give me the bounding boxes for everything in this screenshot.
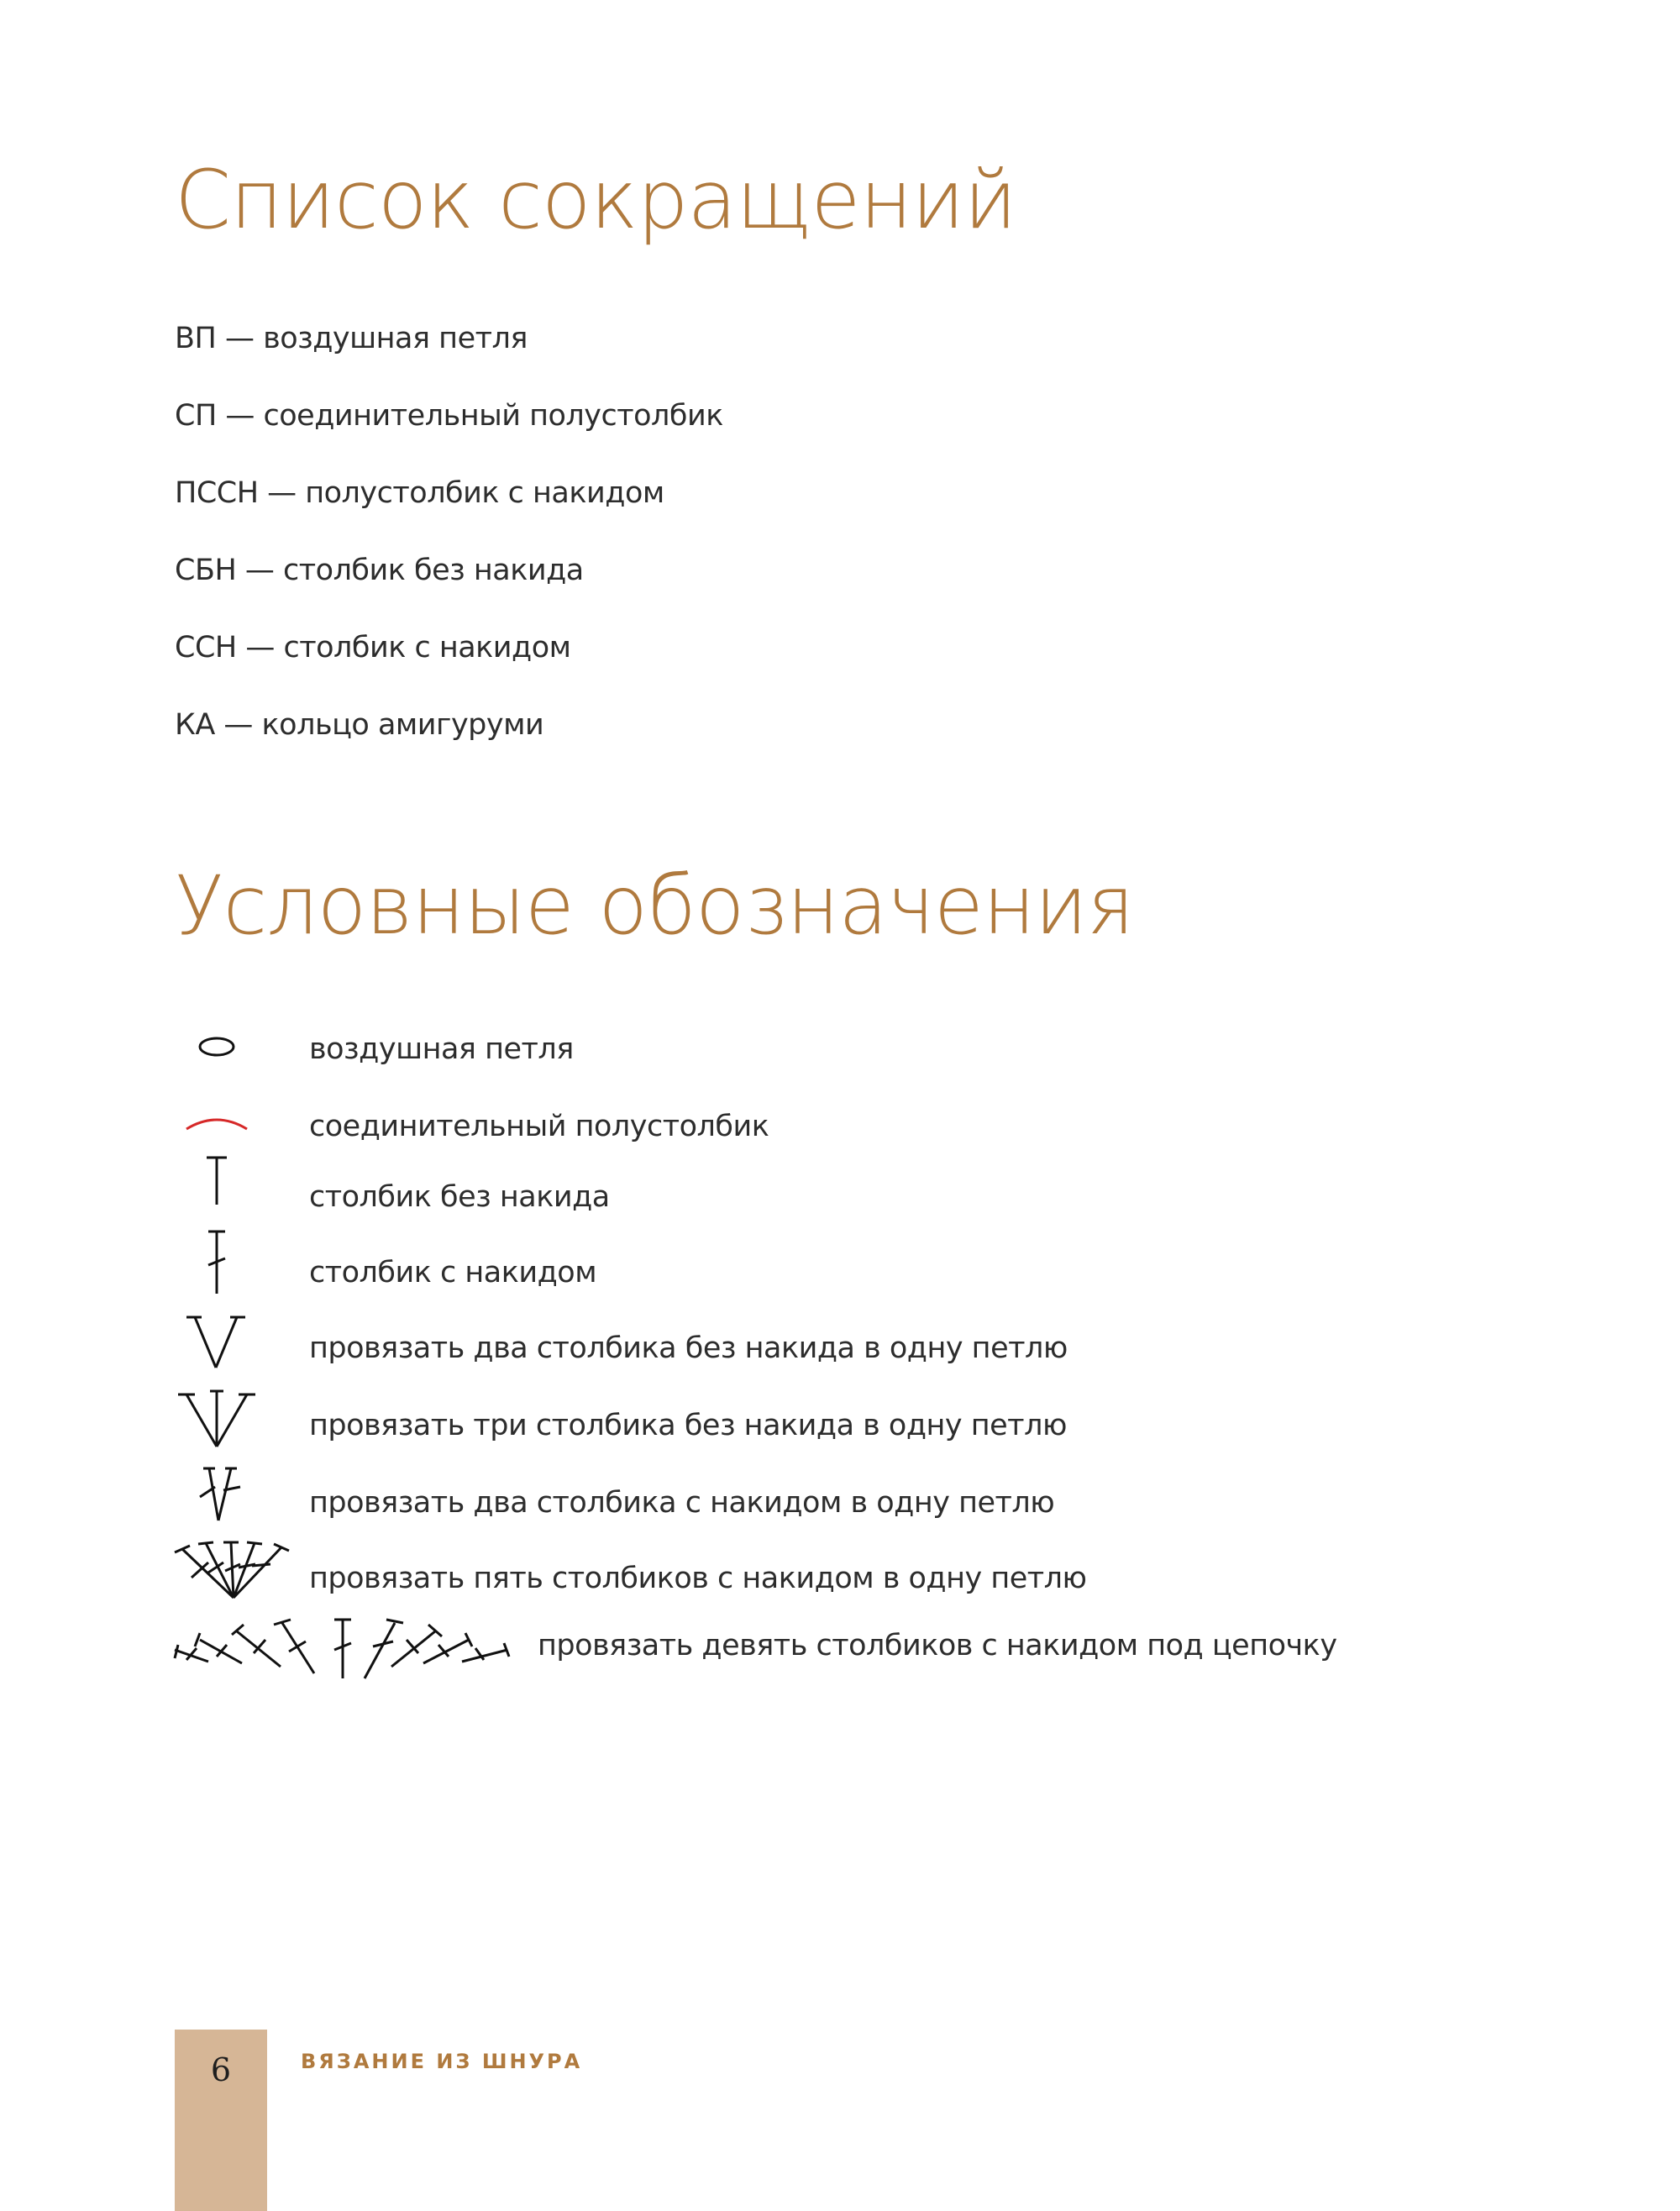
abbreviation-item: КА — кольцо амигуруми (175, 708, 544, 742)
symbol-row (175, 1388, 1603, 1455)
running-head: ВЯЗАНИЕ ИЗ ШНУРА (301, 2050, 583, 2073)
abbreviation-item: ВП — воздушная петля (175, 322, 528, 355)
abbreviation-item: ПССН — полустолбик с накидом (175, 476, 664, 510)
page-tab (175, 2030, 267, 2211)
symbol-row (175, 1228, 1603, 1295)
abbreviations-title: Список сокращений (175, 153, 1016, 247)
symbol-label: провязать пять столбиков с накидом в одну петлю (309, 1562, 1087, 1595)
three-sc-increase-icon (175, 1388, 259, 1455)
symbol-label: провязать девять столбиков с накидом под цепочку (538, 1629, 1337, 1662)
symbol-row (175, 1539, 1603, 1606)
five-dc-shell-icon (175, 1539, 309, 1606)
abbreviation-item: СБН — столбик без накида (175, 554, 584, 587)
symbol-label: воздушная петля (309, 1032, 574, 1066)
symbol-label: столбик без накида (309, 1180, 610, 1214)
symbol-label: провязать два столбика без накида в одну петлю (309, 1331, 1068, 1365)
slip-stitch-icon (175, 1095, 242, 1154)
symbol-label: провязать три столбика без накида в одну петлю (309, 1409, 1067, 1442)
symbol-label: столбик с накидом (309, 1256, 597, 1289)
chain-stitch-icon (175, 1018, 242, 1077)
symbol-row (175, 1018, 1603, 1085)
nine-dc-fan-icon (175, 1615, 528, 1682)
symbol-label: соединительный полустолбик (309, 1110, 769, 1143)
double-crochet-icon (175, 1228, 242, 1304)
page-number: 6 (210, 2051, 232, 2088)
symbols-title: Условные обозначения (175, 859, 1134, 953)
symbol-row (175, 1153, 1603, 1220)
single-crochet-icon (175, 1153, 242, 1228)
abbreviation-item: ССН — столбик с накидом (175, 631, 571, 664)
symbol-label: провязать два столбика с накидом в одну петлю (309, 1486, 1055, 1520)
two-dc-increase-icon (175, 1463, 250, 1531)
symbol-row (175, 1463, 1603, 1531)
abbreviation-item: СП — соединительный полустолбик (175, 399, 723, 433)
abbreviations-list (175, 319, 723, 783)
symbol-row (175, 1310, 1603, 1378)
symbol-row (175, 1615, 1603, 1682)
two-sc-increase-icon (175, 1310, 250, 1378)
